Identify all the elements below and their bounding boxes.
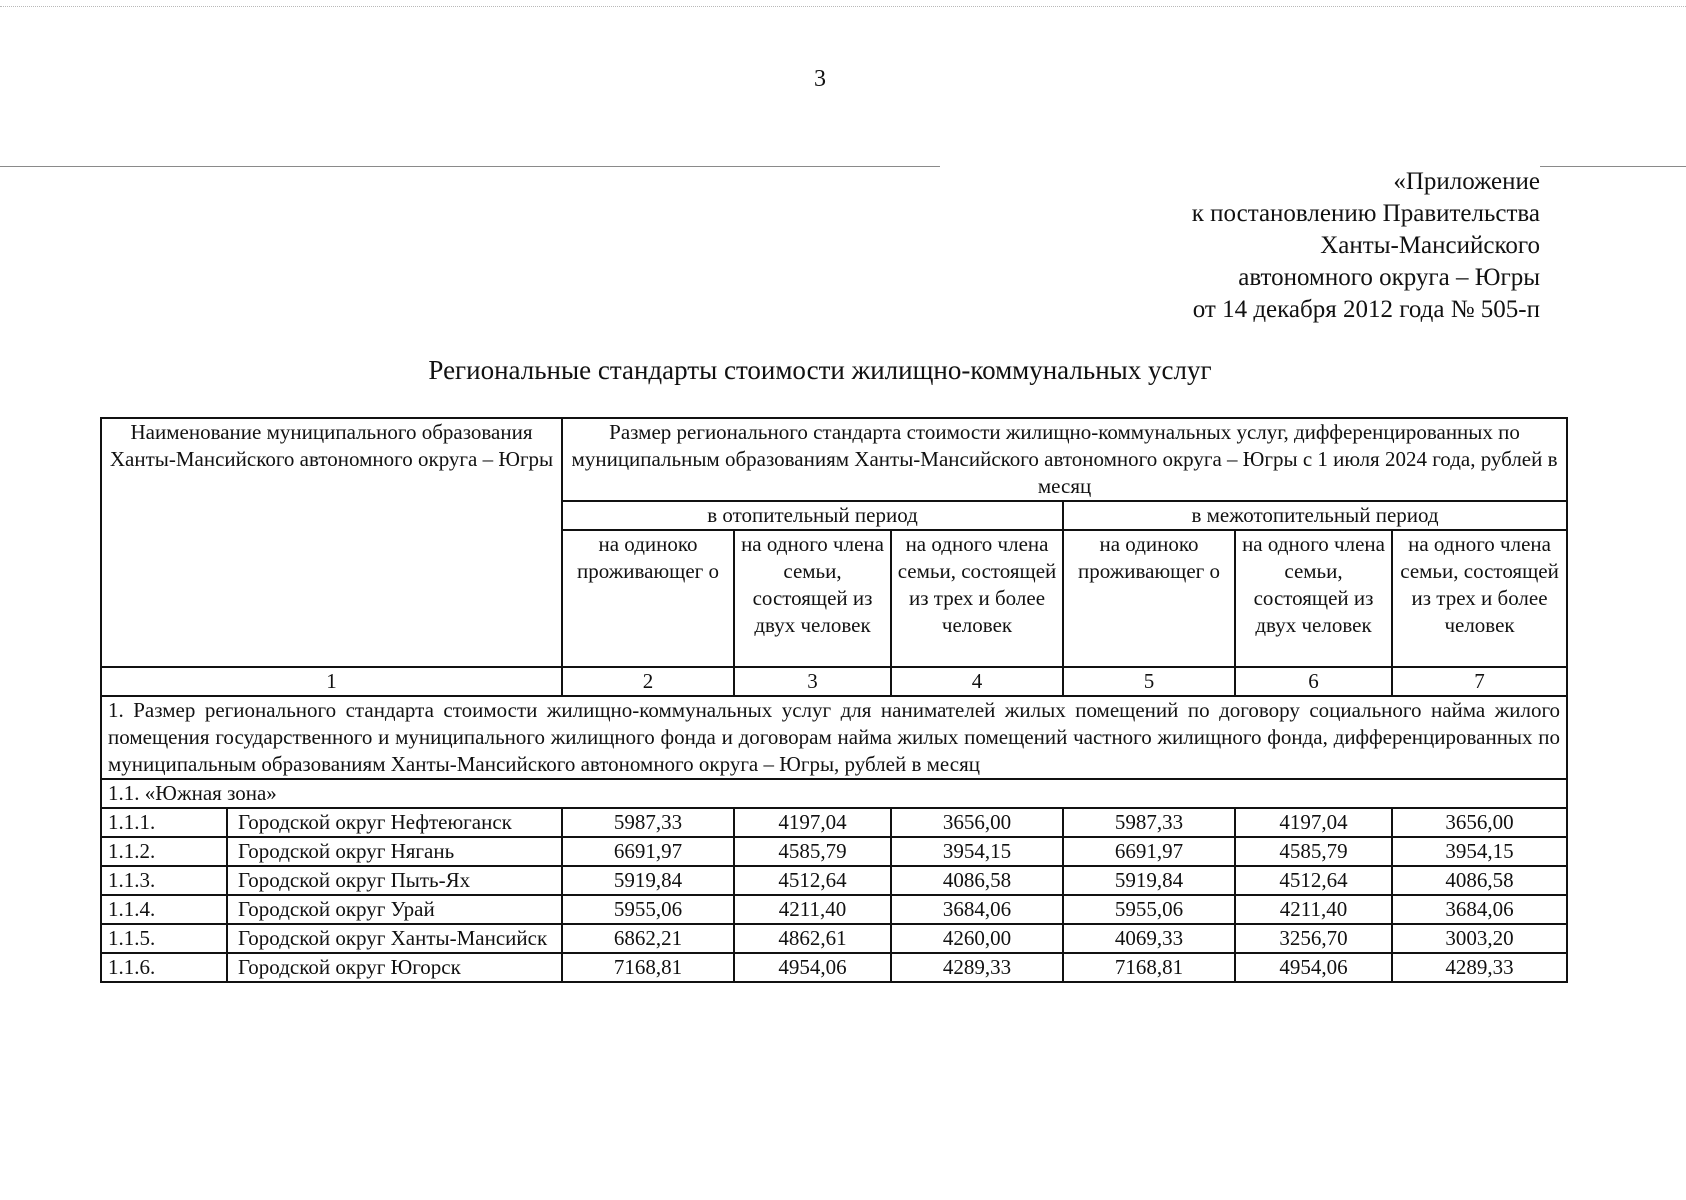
header-family-of-two: на одного члена семьи, состоящей из двух человек (734, 530, 891, 667)
cell-value: 4289,33 (1392, 953, 1567, 982)
appendix-line: автономного округа – Югры (940, 262, 1540, 294)
cell-value: 3954,15 (1392, 837, 1567, 866)
row-number: 1.1.3. (101, 866, 227, 895)
cell-value: 3003,20 (1392, 924, 1567, 953)
header-single-person: на одиноко проживающег о (562, 530, 734, 667)
cell-value: 4585,79 (734, 837, 891, 866)
header-family-of-two: на одного члена семьи, состоящей из двух человек (1235, 530, 1392, 667)
appendix-line: Ханты-Мансийского (940, 230, 1540, 262)
cell-value: 4260,00 (891, 924, 1063, 953)
cell-value: 4086,58 (891, 866, 1063, 895)
row-number: 1.1.6. (101, 953, 227, 982)
column-number: 7 (1392, 667, 1567, 696)
column-number: 5 (1063, 667, 1235, 696)
row-number: 1.1.1. (101, 808, 227, 837)
row-number: 1.1.2. (101, 837, 227, 866)
cell-value: 5955,06 (562, 895, 734, 924)
cell-value: 5919,84 (562, 866, 734, 895)
table-row (101, 953, 1567, 982)
municipality-name: Городской округ Югорск (227, 953, 562, 982)
appendix-line: к постановлению Правительства (940, 198, 1540, 230)
header-standard-size: Размер регионального стандарта стоимости жилищно-коммунальных услуг, дифференцированных по муниципальным образованиям Ханты-Мансийского автономного округа – Югры с 1 июля 2024 года, рублей в месяц (562, 418, 1567, 501)
cell-value: 4512,64 (1235, 866, 1392, 895)
column-number: 6 (1235, 667, 1392, 696)
cell-value: 5955,06 (1063, 895, 1235, 924)
cell-value: 4289,33 (891, 953, 1063, 982)
header-municipality: Наименование муниципального образования Ханты-Мансийского автономного округа – Югры (101, 418, 562, 667)
column-number: 1 (101, 667, 562, 696)
row-number: 1.1.4. (101, 895, 227, 924)
cell-value: 4862,61 (734, 924, 891, 953)
appendix-block (940, 166, 1540, 326)
appendix-line: «Приложение (940, 166, 1540, 198)
cell-value: 4954,06 (1235, 953, 1392, 982)
cell-value: 3656,00 (891, 808, 1063, 837)
table-row (101, 866, 1567, 895)
cell-value: 3684,06 (891, 895, 1063, 924)
cell-value: 4585,79 (1235, 837, 1392, 866)
cell-value: 3656,00 (1392, 808, 1567, 837)
cell-value: 7168,81 (562, 953, 734, 982)
municipality-name: Городской округ Нефтеюганск (227, 808, 562, 837)
cell-value: 4069,33 (1063, 924, 1235, 953)
cell-value: 5919,84 (1063, 866, 1235, 895)
cell-value: 3684,06 (1392, 895, 1567, 924)
header-single-person: на одиноко проживающег о (1063, 530, 1235, 667)
municipality-name: Городской округ Урай (227, 895, 562, 924)
column-number: 3 (734, 667, 891, 696)
cell-value: 6691,97 (1063, 837, 1235, 866)
header-family-of-three: на одного члена семьи, состоящей из трех и более человек (1392, 530, 1567, 667)
column-number: 2 (562, 667, 734, 696)
municipality-name: Городской округ Ханты-Мансийск (227, 924, 562, 953)
cell-value: 4954,06 (734, 953, 891, 982)
cell-value: 4211,40 (734, 895, 891, 924)
table-row (101, 808, 1567, 837)
header-family-of-three: на одного члена семьи, состоящей из трех и более человек (891, 530, 1063, 667)
table-row (101, 895, 1567, 924)
cell-value: 6691,97 (562, 837, 734, 866)
column-number: 4 (891, 667, 1063, 696)
cell-value: 5987,33 (1063, 808, 1235, 837)
row-number: 1.1.5. (101, 924, 227, 953)
cell-value: 4512,64 (734, 866, 891, 895)
cell-value: 3954,15 (891, 837, 1063, 866)
table-row (101, 837, 1567, 866)
header-heating-period: в отопительный период (562, 501, 1063, 530)
header-nonheating-period: в межотопительный период (1063, 501, 1567, 530)
cell-value: 4086,58 (1392, 866, 1567, 895)
cell-value: 4211,40 (1235, 895, 1392, 924)
appendix-line: от 14 декабря 2012 года № 505-п (940, 294, 1540, 326)
page-number: 3 (814, 66, 826, 92)
cell-value: 7168,81 (1063, 953, 1235, 982)
subsection-heading: 1.1. «Южная зона» (101, 779, 1567, 808)
tariff-table (100, 417, 1568, 983)
table-row (101, 924, 1567, 953)
cell-value: 4197,04 (734, 808, 891, 837)
section-heading: 1. Размер регионального стандарта стоимости жилищно-коммунальных услуг для нанимателей жилых помещений по договору социального найма жилого помещения государственного и муниципального жилищного фонда и договорам найма жилых помещений частного жилищного фонда, дифференцированных по муниципальным образованиям Ханты-Мансийского автономного округа – Югры, рублей в месяц (101, 696, 1567, 779)
document-title: Региональные стандарты стоимости жилищно-коммунальных услуг (428, 355, 1212, 385)
cell-value: 6862,21 (562, 924, 734, 953)
municipality-name: Городской округ Пыть-Ях (227, 866, 562, 895)
municipality-name: Городской округ Нягань (227, 837, 562, 866)
cell-value: 4197,04 (1235, 808, 1392, 837)
scan-edge-line (0, 6, 1686, 7)
cell-value: 5987,33 (562, 808, 734, 837)
cell-value: 3256,70 (1235, 924, 1392, 953)
